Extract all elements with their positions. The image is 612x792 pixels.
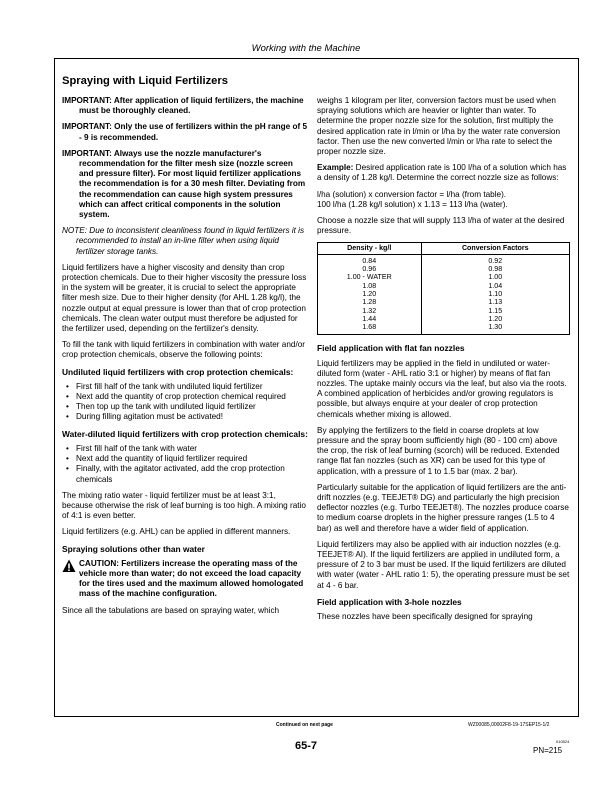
list-diluted — [62, 444, 308, 485]
section-title: Spraying with Liquid Fertilizers — [62, 75, 228, 87]
table-value: 0.98 — [488, 265, 503, 274]
note-inline-filter: NOTE: Due to inconsistent cleanliness found in liquid fertilizers it is recommended to install an in-line filter when using liquid fertilizer storage tanks. — [62, 226, 305, 256]
example-text: Desired application rate is 100 l/ha of a solution which has a density of 1.28 kg/l. Determine the correct nozzle size as follows: — [317, 163, 567, 183]
important-note-cleaning: IMPORTANT: After application of liquid fertilizers, the machine must be thoroughly cleaned. — [62, 96, 304, 116]
formula-block — [317, 190, 570, 210]
paragraph-example — [317, 163, 570, 183]
warning-icon — [62, 559, 76, 573]
heading-spraying-other: Spraying solutions other than water — [62, 543, 205, 554]
list-item: • Next add the quantity of crop protection chemical required — [76, 392, 308, 402]
caution-block — [62, 559, 308, 600]
running-header: Working with the Machine — [251, 43, 361, 54]
paragraph-3-hole: These nozzles have been specifically designed for spraying — [317, 612, 533, 622]
page-number: 65-7 — [294, 740, 318, 752]
table-value: 1.30 — [488, 323, 503, 332]
paragraph-choose-nozzle: Choose a nozzle size that will supply 113 l/ha of water at the desired pressure. — [317, 216, 565, 236]
heading-flat-fan: Field application with flat fan nozzles — [317, 343, 465, 354]
table-value: 1.08 — [362, 281, 377, 290]
paragraph-tabulations: Since all the tabulations are based on spraying water, which — [62, 605, 280, 615]
table-value: 1.00 - WATER — [346, 273, 392, 282]
important-note-ph: IMPORTANT: Only the use of fertilizers within the pH range of 5 - 9 is recommended. — [62, 122, 308, 142]
heading-undiluted: Undiluted liquid fertilizers with crop protection chemicals: — [62, 366, 294, 377]
list-item: • First fill half of the tank with undiluted liquid fertilizer — [76, 382, 308, 392]
table-value: 1.04 — [488, 281, 503, 290]
list-item: • Then top up the tank with undiluted liquid fertilizer — [76, 402, 308, 412]
small-code: 010524 — [556, 739, 570, 744]
continued-note: Continued on next page — [276, 722, 333, 728]
table-value: 1.44 — [362, 314, 377, 323]
table-header-factors: Conversion Factors — [421, 243, 569, 254]
table-value: 0.84 — [362, 256, 377, 265]
paragraph-air-induction: Liquid fertilizers may also be applied with air induction nozzles (e.g. TEEJET® AI). If the liquid fertilizers are applied in undiluted form, a pressure of 2 to 3 bar must be used. If the liquid fertilizers are diluted with water (water - AHL ratio 1: 5), the operating pressure must be set at 4 - 6 bar. — [317, 539, 570, 590]
paragraph-flat-fan: Liquid fertilizers may be applied in the field in undiluted or water-diluted form (water - AHL ratio 3:1 or higher) by means of flat fan nozzles. The uptake mainly occurs via the leaf, but also via the roots. A combined application of herbicides and/or growing regulators is possible, but always enquire at your dealer of crop protection chemicals whether mixing is allowed. — [317, 358, 567, 419]
paragraph-fill-tank: To fill the tank with liquid fertilizers in combination with water and/or crop protection chemicals, observe the following points: — [62, 340, 306, 360]
table-value: 1.20 — [362, 289, 377, 298]
table-header-density: Density - kg/l — [318, 243, 422, 254]
list-item: • First fill half of the tank with water — [76, 444, 308, 454]
table-value: 1.00 — [488, 273, 503, 282]
caution-text: CAUTION: Fertilizers increase the operating mass of the vehicle more than water; do not exceed the load capacity for the tires used and the maximum allowed homologated mass of the machine configuration. — [79, 558, 304, 599]
table-value: 0.96 — [362, 265, 377, 274]
table-value: 1.10 — [488, 289, 503, 298]
heading-3-hole: Field application with 3-hole nozzles — [317, 596, 462, 607]
list-item: • During filling agitation must be activated! — [76, 412, 308, 422]
table-cell-factors — [421, 254, 569, 335]
footer-rule — [54, 716, 579, 717]
table-value: 1.28 — [362, 298, 377, 307]
conversion-table — [317, 242, 570, 335]
paragraph-conversion: weighs 1 kilogram per liter, conversion factors must be used when spraying solutions which are heavier or lighter than water. To determine the proper nozzle size for the solution, first multiply the desired application rate in l/min or l/ha by the water rate conversion factor. Then use the new converted l/min or l/ha rate to select the proper nozzle size. — [317, 96, 561, 157]
formula-line: l/ha (solution) x conversion factor = l/ha (from table). — [317, 189, 507, 199]
list-item: • Next add the quantity of liquid fertilizer required — [76, 454, 308, 464]
paragraph-mixing-ratio: The mixing ratio water - liquid fertilizer must be at least 3:1, because otherwise the risk of leaf burning is too high. A mixing ratio of 4:1 is even better. — [62, 490, 306, 521]
right-column — [317, 96, 570, 628]
document-code: WZ00085,00002F8-19-17SEP15-1/2 — [468, 722, 550, 728]
paragraph-coarse-droplets: By applying the fertilizers to the field in coarse droplets at low pressure and the spray boom sufficiently high (80 - 100 cm) above the crop, the risk of leaf burning (scorch) will be reduced. Extended range flat fan nozzles (such as XR) can be used for this type of application, with a pressure of 1 to 1.5 bar (max. 2 bar). — [317, 425, 560, 476]
table-value: 1.68 — [362, 323, 377, 332]
important-note-filter: IMPORTANT: Always use the nozzle manufacturer's recommendation for the filter mesh size (nozzle screen and pressure filter). For most liquid fertilizer applications the recommendation is for a 30 mesh filter. Deviating from the recommendation can cause high system pressures which can affect critical components in the solution system. — [62, 148, 306, 220]
table-value: 1.15 — [488, 306, 503, 315]
list-undiluted — [62, 382, 308, 423]
paragraph-viscosity: Liquid fertilizers have a higher viscosity and density than crop protection chemicals. Due to their higher viscosity the pressure loss in the system will be greater, it is crucial to select the appropriate filter mesh size. Due to their higher density (for AHL 1.28 kg/l), the nozzle output at equal pressure is lower than that of crop protection chemicals. The clean water output must therefore be adjusted for the fertilizer used, depending on the fertilizer's density. — [62, 262, 307, 334]
paragraph-anti-drift: Particularly suitable for the application of liquid fertilizers are the anti-drift nozzles (e.g. TEEJET® DG) and particularly the high precision deflector nozzles (e.g. Turbo TEEJET®). The nozzles produce coarse to medium coarse droplets in the higher pressure ranges (1.5 to 4 bar) as well and therefore have a wider field of application. — [317, 482, 569, 533]
example-label: Example: — [317, 163, 354, 173]
table-cell-densities — [318, 254, 422, 335]
pn-label: PN=215 — [533, 746, 563, 755]
formula-line: 100 l/ha (1.28 kg/l solution) x 1.13 = 113 l/ha (water). — [317, 199, 508, 209]
table-value: 1.20 — [488, 314, 503, 323]
heading-diluted: Water-diluted liquid fertilizers with crop protection chemicals: — [62, 428, 308, 439]
list-item: • Finally, with the agitator activated, add the crop protection chemicals — [76, 464, 308, 484]
table-value: 1.13 — [488, 298, 503, 307]
left-column — [62, 96, 308, 622]
table-value: 1.32 — [362, 306, 377, 315]
paragraph-application-manners: Liquid fertilizers (e.g. AHL) can be applied in different manners. — [62, 527, 291, 537]
table-value: 0.92 — [488, 256, 503, 265]
